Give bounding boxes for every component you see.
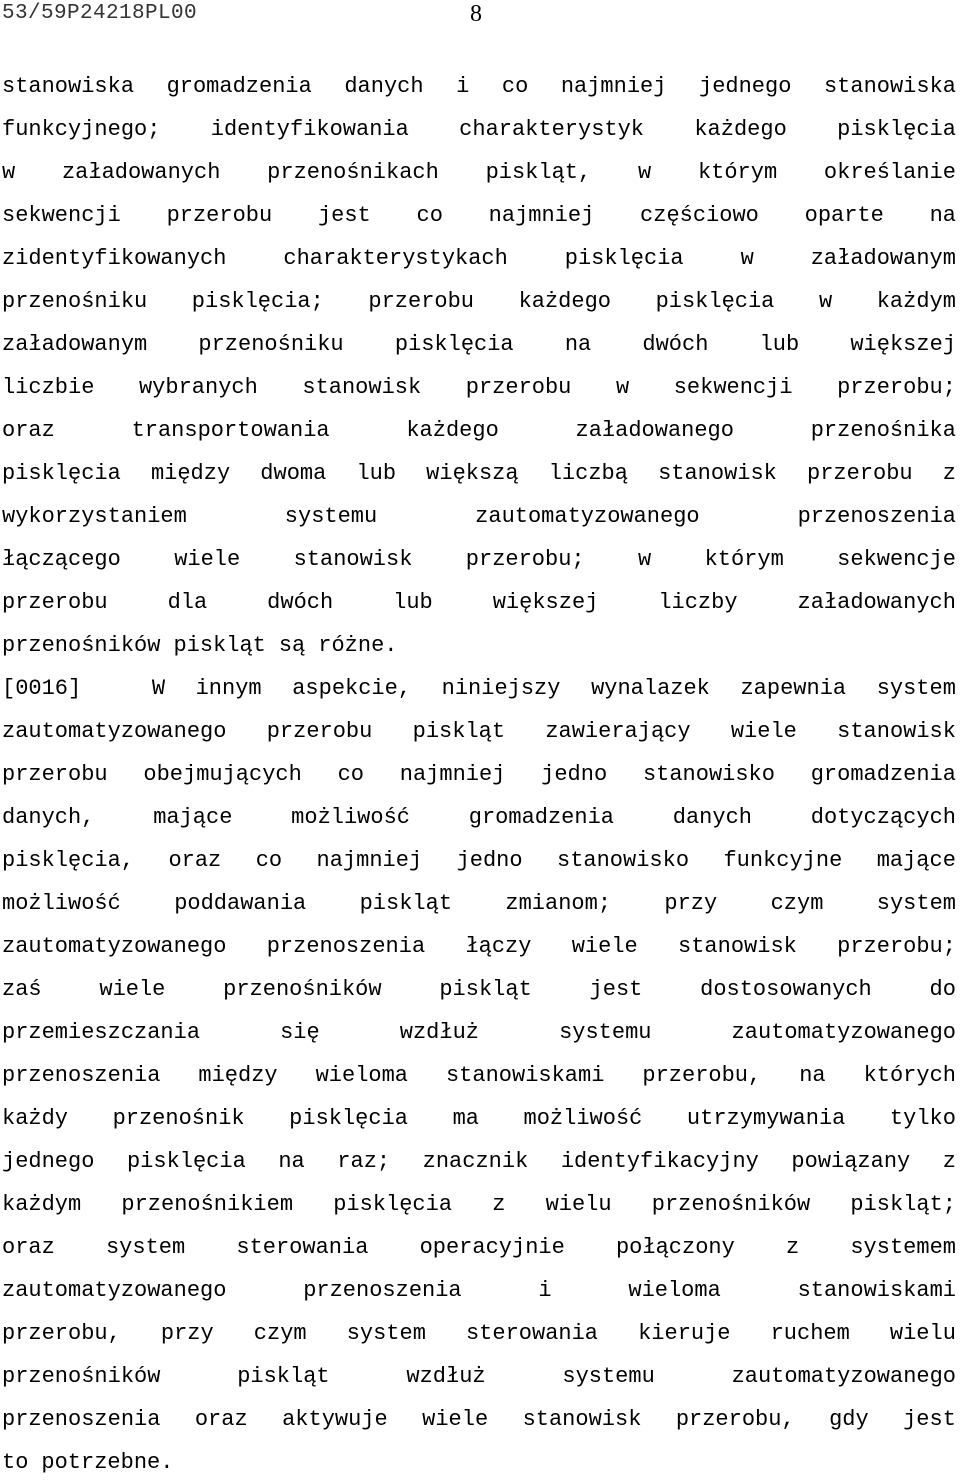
page-number: 8 [470, 1, 482, 27]
word: przerobu [368, 289, 475, 314]
word: poddawania [174, 891, 307, 916]
word: w [2, 160, 16, 185]
word: danych, [2, 805, 95, 830]
word: przenośnikiem [121, 1192, 294, 1217]
word: dwóch [267, 590, 334, 615]
text-line [2, 882, 956, 925]
word: mające [876, 848, 956, 873]
word: przenośnikach [267, 160, 439, 185]
word: z [785, 1235, 800, 1260]
word: między [198, 1063, 278, 1088]
word: pisklęcia, [2, 848, 135, 873]
word: jednego [699, 74, 792, 99]
text-line [2, 1269, 956, 1312]
word: pisklęcia; [191, 289, 324, 314]
text-line [2, 1398, 956, 1441]
word: oraz [2, 1235, 55, 1260]
text-line [2, 1226, 956, 1269]
word: przerobu, [2, 1321, 121, 1346]
word: najmniej [560, 74, 667, 99]
word: większą [426, 461, 519, 486]
text-line [2, 581, 956, 624]
word: lub [356, 461, 397, 486]
word: piskląt [173, 633, 266, 658]
word: pisklęcia [837, 117, 956, 142]
word: lub [393, 590, 433, 615]
word: funkcyjnego; [2, 117, 161, 142]
word: którym [704, 547, 784, 572]
word: co [337, 762, 364, 787]
word: możliwość [2, 891, 121, 916]
word: przenośników [2, 633, 161, 658]
word: na [564, 332, 592, 357]
word: jednego [2, 1149, 95, 1174]
word: w [818, 289, 833, 314]
word: większej [850, 332, 956, 357]
word: piskląt [412, 719, 506, 744]
word: łączy [465, 934, 532, 959]
word: gromadzenia [166, 74, 312, 99]
word: wiele [174, 547, 241, 572]
word: jest [903, 1407, 956, 1432]
word: raz; [337, 1149, 391, 1174]
text-line [2, 796, 956, 839]
word: gdy [829, 1407, 869, 1432]
word: załadowanym [810, 246, 956, 271]
word: każdy [2, 1106, 69, 1131]
word: i [538, 1278, 552, 1303]
word: dostosowanych [700, 977, 872, 1002]
word: system [876, 676, 956, 701]
word: wzdłuż [406, 1364, 486, 1389]
word: pisklęcia [333, 1192, 453, 1217]
word: każdego [406, 418, 499, 443]
word: tylko [889, 1106, 956, 1131]
word: co [255, 848, 283, 873]
word: określanie [823, 160, 956, 185]
word: identyfikowania [210, 117, 409, 142]
word: zawierający [545, 719, 691, 744]
word: systemu [559, 1020, 652, 1045]
word: przerobu [2, 762, 108, 787]
word: stanowisk [658, 461, 777, 486]
word: przerobu; [465, 547, 585, 572]
word: zaś [2, 977, 42, 1002]
word: pisklęcia [2, 461, 121, 486]
word: danych [672, 805, 752, 830]
text-line [2, 366, 956, 409]
word: wiele [99, 977, 166, 1002]
word: w [638, 547, 652, 572]
text-line [2, 194, 956, 237]
word: system [105, 1235, 186, 1260]
word: przenośnika [810, 418, 956, 443]
word: aspekcie, [292, 676, 412, 701]
text-line [2, 667, 956, 710]
text-line [2, 237, 956, 280]
word: na [278, 1149, 305, 1174]
word: różne. [318, 633, 398, 658]
word: zapewnia [740, 676, 847, 701]
text-line [2, 538, 956, 581]
word: to [2, 1450, 29, 1475]
word: załadowanym [2, 332, 148, 357]
word: przy [160, 1321, 214, 1346]
word: lub [759, 332, 800, 357]
word: oraz [168, 848, 222, 873]
text-line [2, 495, 956, 538]
word: w [740, 246, 754, 271]
text-line [2, 151, 956, 194]
word: załadowanych [61, 160, 221, 185]
word: czym [770, 891, 824, 916]
word: piskląt; [850, 1192, 956, 1217]
word: gromadzenia [810, 762, 956, 787]
word: sekwencji [2, 203, 121, 228]
word: piskląt [359, 891, 453, 916]
word: mające [153, 805, 233, 830]
document-id: 53/59P24218PL00 [2, 2, 198, 25]
word: połączony [615, 1235, 735, 1260]
word: stanowiskami [445, 1063, 605, 1088]
word: kieruje [638, 1321, 731, 1346]
word: zidentyfikowanych [2, 246, 227, 271]
text-line [2, 1097, 956, 1140]
word: piskląt, [485, 160, 592, 185]
word: na [799, 1063, 826, 1088]
word: z [942, 461, 956, 486]
word: zautomatyzowanego [2, 934, 227, 959]
word: dla [167, 590, 208, 615]
word: każdego [694, 117, 787, 142]
word: wieloma [315, 1063, 409, 1088]
word: przerobu [266, 719, 373, 744]
word: sekwencje [837, 547, 956, 572]
word: oraz [2, 418, 55, 443]
word: pisklęcia [655, 289, 775, 314]
word: identyfikacyjny [560, 1149, 759, 1174]
word: przenośniku [2, 289, 148, 314]
word: gromadzenia [468, 805, 614, 830]
word: wielu [889, 1321, 956, 1346]
word: zautomatyzowanego [731, 1020, 956, 1045]
text-line [2, 323, 956, 366]
word: możliwość [291, 805, 410, 830]
word: pisklęcia [394, 332, 514, 357]
word: transportowania [131, 418, 330, 443]
word: są [278, 633, 306, 658]
word: częściowo [640, 203, 759, 228]
word: potrzebne. [41, 1450, 174, 1475]
word: przy [664, 891, 718, 916]
word: systemu [562, 1364, 655, 1389]
word: wiele [571, 934, 638, 959]
word: stanowisko [642, 762, 775, 787]
word: przerobu [166, 203, 273, 228]
word: wzdłuż [399, 1020, 479, 1045]
word: system [346, 1321, 426, 1346]
word: łączącego [2, 547, 121, 572]
word: znacznik [422, 1149, 529, 1174]
word: załadowanego [575, 418, 734, 443]
word: zautomatyzowanego [731, 1364, 956, 1389]
word: każdym [2, 1192, 82, 1217]
word: większej [492, 590, 599, 615]
text-line [2, 1312, 956, 1355]
word: wieloma [628, 1278, 721, 1303]
word: wielu [545, 1192, 612, 1217]
text-line [2, 280, 956, 323]
text-line [2, 65, 956, 108]
word: zautomatyzowanego [475, 504, 700, 529]
word: co [416, 203, 443, 228]
word: przenoszenia [2, 1407, 161, 1432]
word: zmianom; [505, 891, 612, 916]
word: W [151, 676, 166, 701]
word: niniejszy [441, 676, 561, 701]
word: ruchem [770, 1321, 850, 1346]
word: obejmujących [143, 762, 302, 787]
paragraph-number: [0016] [2, 676, 82, 701]
word: stanowisk [678, 934, 797, 959]
word: w [637, 160, 652, 185]
word: przenoszenia [2, 1063, 161, 1088]
word: przenoszenia [797, 504, 956, 529]
word: na [929, 203, 956, 228]
word: wiele [730, 719, 797, 744]
word: przenośników [651, 1192, 811, 1217]
word: wiele [422, 1407, 489, 1432]
word: jest [589, 977, 643, 1002]
word: zautomatyzowanego [2, 719, 227, 744]
word: przemieszczania [2, 1020, 201, 1045]
word: funkcyjne [723, 848, 843, 873]
word: przerobu, [675, 1407, 795, 1432]
word: sterowania [236, 1235, 369, 1260]
text-line [2, 753, 956, 796]
word: przenośnik [112, 1106, 245, 1131]
text-line [2, 710, 956, 753]
word: jedno [541, 762, 608, 787]
word: piskląt [237, 1364, 330, 1389]
text-line [2, 624, 956, 667]
text-line [2, 839, 956, 882]
word: piskląt [439, 977, 532, 1002]
word: i [456, 74, 470, 99]
text-line [2, 1140, 956, 1183]
word: jest [317, 203, 371, 228]
word: danych [344, 74, 424, 99]
word: wykorzystaniem [2, 504, 187, 529]
word: jedno [456, 848, 523, 873]
word: systemu [284, 504, 378, 529]
word: liczbą [548, 461, 628, 486]
word: utrzymywania [686, 1106, 846, 1131]
word: stanowisk [522, 1407, 642, 1432]
word: przenoszenia [303, 1278, 462, 1303]
text-line [2, 409, 956, 452]
word: w [615, 375, 630, 400]
word: charakterystyk [459, 117, 645, 142]
text-line [2, 968, 956, 1011]
word: co [501, 74, 529, 99]
word: pisklęcia [289, 1106, 408, 1131]
word: sterowania [465, 1321, 599, 1346]
word: przenośników [223, 977, 382, 1002]
word: przerobu; [837, 934, 956, 959]
page-header [0, 0, 960, 30]
text-line [2, 1183, 956, 1226]
word: oraz [194, 1407, 248, 1432]
word: przenośniku [198, 332, 344, 357]
word: najmniej [488, 203, 595, 228]
word: przerobu [807, 461, 913, 486]
word: się [280, 1020, 320, 1045]
word: pisklęcia [564, 246, 684, 271]
word: dwóch [642, 332, 709, 357]
text-line [2, 1011, 956, 1054]
word: oparte [804, 203, 884, 228]
word: sekwencji [673, 375, 793, 400]
text-line [2, 108, 956, 151]
word: możliwość [523, 1106, 643, 1131]
word: liczby [658, 590, 738, 615]
word: stanowisk [302, 375, 422, 400]
word: przerobu; [837, 375, 956, 400]
word: innym [195, 676, 262, 701]
word: operacyjnie [419, 1235, 565, 1260]
word: aktywuje [282, 1407, 388, 1432]
word: przerobu [465, 375, 572, 400]
word: stanowiska [2, 74, 135, 99]
text-line [2, 452, 956, 495]
word: stanowisk [837, 719, 956, 744]
text-line [2, 1054, 956, 1097]
word: czym [253, 1321, 307, 1346]
word: pisklęcia [126, 1149, 246, 1174]
word: przerobu, [642, 1063, 762, 1088]
word: do [929, 977, 956, 1002]
word: charakterystykach [283, 246, 508, 271]
word: z [492, 1192, 506, 1217]
paragraph [2, 667, 956, 1484]
word: liczbie [2, 375, 95, 400]
word: każdym [876, 289, 956, 314]
word: przenośników [2, 1364, 161, 1389]
word: ma [452, 1106, 479, 1131]
word: stanowisko [557, 848, 690, 873]
word: każdego [518, 289, 611, 314]
word: dotyczących [810, 805, 956, 830]
word: stanowiska [823, 74, 956, 99]
word: najmniej [316, 848, 423, 873]
word: powiązany [791, 1149, 911, 1174]
word: stanowiskami [797, 1278, 956, 1303]
word: przenoszenia [266, 934, 426, 959]
word: najmniej [399, 762, 506, 787]
paragraph [2, 65, 956, 667]
word: z [942, 1149, 956, 1174]
word: dwoma [260, 461, 327, 486]
document-body [2, 65, 956, 1484]
word: systemem [850, 1235, 956, 1260]
word: wybranych [138, 375, 258, 400]
word: którym [697, 160, 778, 185]
word: między [150, 461, 231, 486]
text-line [2, 925, 956, 968]
word: przerobu [2, 590, 108, 615]
word: stanowisk [293, 547, 413, 572]
word: załadowanych [797, 590, 956, 615]
word: których [863, 1063, 956, 1088]
word: zautomatyzowanego [2, 1278, 227, 1303]
word: system [876, 891, 956, 916]
word: wynalazek [591, 676, 710, 701]
text-line [2, 1355, 956, 1398]
